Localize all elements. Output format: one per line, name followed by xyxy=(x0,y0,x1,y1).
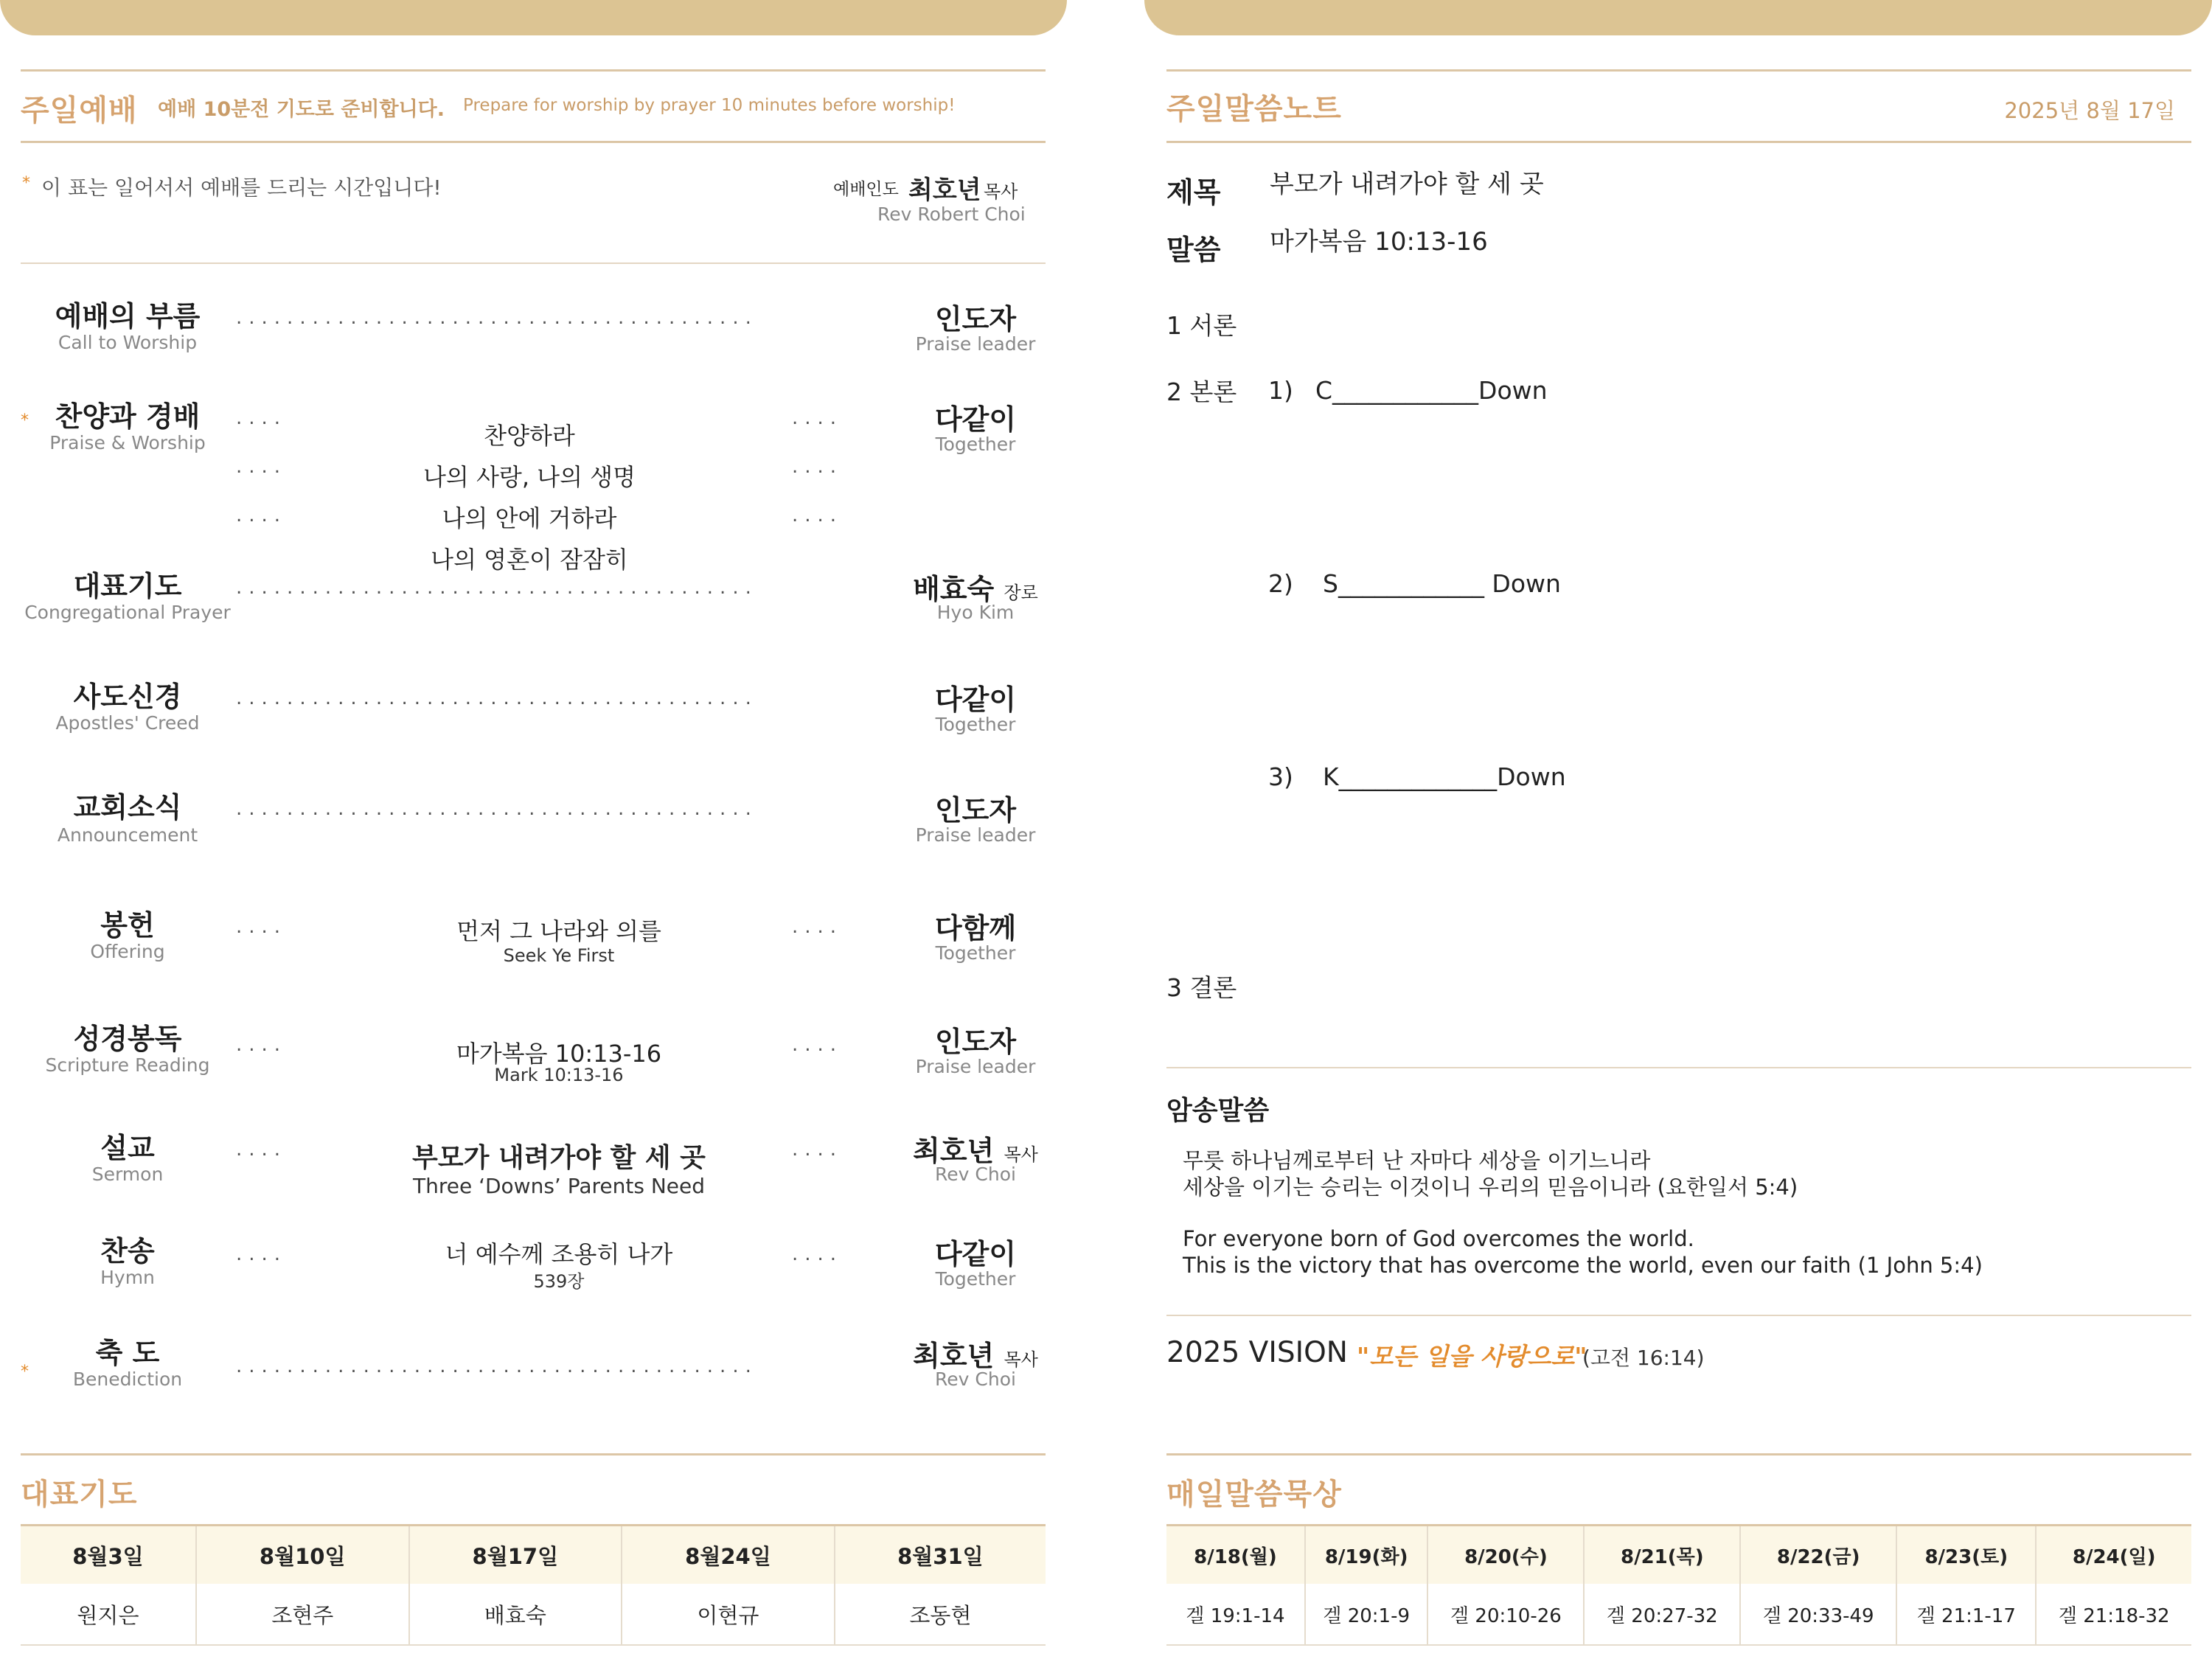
song-title: 나의 영혼이 잠잠히 xyxy=(431,546,628,574)
sermon-title: 부모가 내려가야 할 세 곳 xyxy=(412,1143,706,1173)
leader-dots: ......................................... xyxy=(236,307,758,329)
divider xyxy=(21,141,1046,143)
point-number: 1) xyxy=(1268,376,1293,405)
daily-day: 8/22(금) xyxy=(1740,1526,1896,1584)
point-blank: C____________Down xyxy=(1315,376,1548,405)
table-row xyxy=(21,1584,1046,1645)
leader-dots: .... xyxy=(236,407,288,429)
body-heading: 2 본론 xyxy=(1166,378,1237,406)
hymn-number: 539장 xyxy=(533,1271,585,1292)
divider xyxy=(1166,1453,2191,1455)
right-top-tab xyxy=(1144,0,2212,35)
point-number: 2) xyxy=(1268,569,1293,598)
point-number: 3) xyxy=(1268,762,1293,791)
divider xyxy=(1166,1315,2191,1316)
leader-dots: .... xyxy=(236,1138,288,1161)
sermon-word-value: 마가복음 10:13-16 xyxy=(1270,227,1488,257)
order-leader-en: Praise leader xyxy=(915,333,1036,355)
leader-en: Rev Robert Choi xyxy=(877,204,1026,225)
daily-day: 8/20(수) xyxy=(1427,1526,1584,1584)
star-icon: * xyxy=(21,1363,29,1381)
daily-day: 8/19(화) xyxy=(1305,1526,1428,1584)
order-leader-en: Together xyxy=(935,714,1016,735)
order-leader-en: Praise leader xyxy=(915,824,1036,846)
divider xyxy=(1166,141,2191,143)
order-leader-en: Praise leader xyxy=(915,1056,1036,1077)
leader-dots: .... xyxy=(792,456,844,478)
leader-dots: .... xyxy=(792,407,844,429)
order-subtitle: Announcement xyxy=(57,824,198,846)
song-title: 찬양하라 xyxy=(484,422,575,450)
prayer-date: 8월24일 xyxy=(622,1526,835,1584)
leader-dots: .... xyxy=(236,1243,288,1265)
notes-date: 2025년 8월 17일 xyxy=(2004,98,2175,123)
sermon-title-en: Three ‘Downs’ Parents Need xyxy=(412,1174,706,1198)
prayer-date: 8월10일 xyxy=(196,1526,409,1584)
leader-name: 최호년 xyxy=(908,175,981,205)
leader-dots: ......................................... xyxy=(236,798,758,820)
order-title: 찬양과 경배 xyxy=(55,400,201,433)
leader-dots: ......................................... xyxy=(236,577,758,599)
intro-heading: 1 서론 xyxy=(1166,311,1237,340)
sermon-title-value: 부모가 내려가야 할 세 곳 xyxy=(1270,170,1544,199)
order-leader: 최호년 목사 xyxy=(913,1340,1038,1372)
leader-dots: .... xyxy=(792,504,844,526)
leader-dots: .... xyxy=(792,1034,844,1056)
vision-label: 2025 VISION xyxy=(1166,1336,1348,1369)
star-icon: * xyxy=(21,411,29,430)
leader-dots: .... xyxy=(792,916,844,938)
order-subtitle: Offering xyxy=(90,941,165,962)
order-title: 봉헌 xyxy=(100,909,155,942)
order-subtitle: Benediction xyxy=(72,1368,183,1390)
daily-ref: 겔 20:10-26 xyxy=(1427,1584,1584,1645)
daily-ref: 겔 19:1-14 xyxy=(1166,1584,1305,1645)
prayer-name: 이현규 xyxy=(622,1584,835,1645)
daily-title: 매일말씀묵상 xyxy=(1166,1478,1342,1512)
conclusion-heading: 3 결론 xyxy=(1166,973,1237,1002)
order-leader-en: Together xyxy=(935,434,1016,455)
vision-ref: (고전 16:14) xyxy=(1582,1346,1705,1370)
order-subtitle: Apostles' Creed xyxy=(55,712,200,734)
leader-title: 목사 xyxy=(984,181,1018,202)
daily-ref: 겔 20:33-49 xyxy=(1740,1584,1896,1645)
prayer-name: 조동현 xyxy=(835,1584,1046,1645)
leader-dots: .... xyxy=(792,1243,844,1265)
offering-song-en: Seek Ye First xyxy=(503,945,615,966)
prayer-date: 8월31일 xyxy=(835,1526,1046,1584)
memory-verse-ko: 세상을 이기는 승리는 이것이니 우리의 믿음이니라 (요한일서 5:4) xyxy=(1183,1175,1798,1200)
divider xyxy=(21,1453,1046,1455)
divider xyxy=(1166,69,2191,72)
point-blank: K_____________Down xyxy=(1323,762,1566,791)
daily-ref: 겔 21:1-17 xyxy=(1896,1584,2036,1645)
star-icon: * xyxy=(22,174,30,192)
order-title: 교회소식 xyxy=(73,791,182,824)
prayer-name: 원지은 xyxy=(21,1584,196,1645)
sermon-word-label: 말씀 xyxy=(1166,234,1221,266)
memory-verse-en: For everyone born of God overcomes the world. xyxy=(1183,1226,1694,1251)
order-title: 찬송 xyxy=(100,1235,155,1267)
daily-day: 8/21(목) xyxy=(1584,1526,1740,1584)
prep-note-en: Prepare for worship by prayer 10 minutes before worship! xyxy=(463,96,956,115)
vision-motto: "모든 일을 사랑으로" xyxy=(1357,1342,1587,1371)
leader-dots: ......................................... xyxy=(236,1355,758,1377)
order-leader: 다같이 xyxy=(934,403,1017,436)
prayer-table xyxy=(21,1526,1046,1646)
order-leader: 다같이 xyxy=(934,1238,1017,1270)
prayer-date: 8월17일 xyxy=(409,1526,622,1584)
order-title: 성경봉독 xyxy=(73,1023,182,1055)
memory-verse-ko: 무릇 하나님께로부터 난 자마다 세상을 이기느니라 xyxy=(1183,1148,1651,1173)
memory-verse-en: This is the victory that has overcome the world, even our faith (1 John 5:4) xyxy=(1183,1253,1983,1278)
song-title: 나의 안에 거하라 xyxy=(442,504,617,532)
standing-note: 이 표는 일어서서 예배를 드리는 시간입니다! xyxy=(41,175,442,200)
daily-day: 8/23(토) xyxy=(1896,1526,2036,1584)
order-leader-en: Rev Choi xyxy=(935,1164,1016,1185)
table-row xyxy=(21,1526,1046,1584)
prayer-date: 8월3일 xyxy=(21,1526,196,1584)
order-title: 사도신경 xyxy=(73,681,182,713)
worship-title: 주일예배 xyxy=(21,94,138,128)
daily-ref: 겔 20:1-9 xyxy=(1305,1584,1428,1645)
prep-note-ko: 예배 10분전 기도로 준비합니다. xyxy=(158,98,445,121)
order-subtitle: Scripture Reading xyxy=(45,1054,210,1076)
order-subtitle: Call to Worship xyxy=(58,332,198,353)
order-leader: 다같이 xyxy=(934,684,1017,716)
order-leader-en: Rev Choi xyxy=(935,1368,1016,1390)
order-leader-en: Together xyxy=(935,942,1016,964)
order-title: 예배의 부름 xyxy=(55,300,201,333)
order-subtitle: Hymn xyxy=(100,1267,155,1288)
hymn-title: 너 예수께 조용히 나가 xyxy=(445,1240,673,1268)
order-leader: 배효숙 장로 xyxy=(913,573,1038,605)
sermon-title-label: 제목 xyxy=(1166,176,1221,209)
order-title: 대표기도 xyxy=(73,570,182,602)
table-row xyxy=(1166,1526,2191,1584)
divider xyxy=(1166,1067,2191,1068)
offering-song: 먼저 그 나라와 의를 xyxy=(456,917,661,945)
prayer-title: 대표기도 xyxy=(21,1478,138,1512)
order-leader: 인도자 xyxy=(934,1026,1017,1058)
divider xyxy=(21,69,1046,72)
order-leader: 최호년 목사 xyxy=(913,1135,1038,1167)
order-subtitle: Congregational Prayer xyxy=(24,602,231,623)
daily-ref: 겔 20:27-32 xyxy=(1584,1584,1740,1645)
order-subtitle: Praise & Worship xyxy=(49,432,206,453)
leader-dots: .... xyxy=(792,1138,844,1161)
order-title: 설교 xyxy=(100,1132,155,1164)
order-leader-en: Together xyxy=(935,1268,1016,1290)
leader-dots: ......................................... xyxy=(236,687,758,709)
daily-table xyxy=(1166,1526,2191,1646)
order-leader: 인도자 xyxy=(934,794,1017,827)
daily-day: 8/18(월) xyxy=(1166,1526,1305,1584)
leader-dots: .... xyxy=(236,916,288,938)
leader-label: 예배인도 xyxy=(833,180,899,199)
order-title: 축 도 xyxy=(95,1337,160,1369)
daily-ref: 겔 21:18-32 xyxy=(2036,1584,2191,1645)
order-leader: 인도자 xyxy=(934,303,1017,335)
order-leader-en: Hyo Kim xyxy=(936,602,1015,623)
left-top-tab xyxy=(0,0,1067,35)
leader-dots: .... xyxy=(236,456,288,478)
scripture-ref-en: Mark 10:13-16 xyxy=(494,1065,624,1085)
divider xyxy=(21,262,1046,264)
daily-day: 8/24(일) xyxy=(2036,1526,2191,1584)
song-title: 나의 사랑, 나의 생명 xyxy=(423,463,636,491)
leader-dots: .... xyxy=(236,1034,288,1056)
point-blank: S____________ Down xyxy=(1323,569,1561,598)
scripture-ref: 마가복음 10:13-16 xyxy=(456,1040,662,1068)
leader-dots: .... xyxy=(236,504,288,526)
prayer-name: 조현주 xyxy=(196,1584,409,1645)
table-row xyxy=(1166,1584,2191,1645)
order-subtitle: Sermon xyxy=(91,1164,164,1185)
prayer-name: 배효숙 xyxy=(409,1584,622,1645)
notes-title: 주일말씀노트 xyxy=(1166,92,1342,126)
memory-title: 암송말씀 xyxy=(1166,1096,1270,1126)
order-leader: 다함께 xyxy=(934,912,1017,945)
